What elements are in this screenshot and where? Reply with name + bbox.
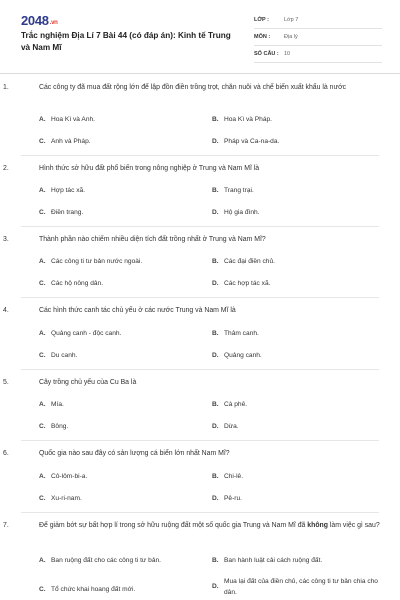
option-text: Hợp tác xã. — [51, 187, 86, 194]
question-1-option-a[interactable] — [39, 115, 95, 126]
option-letter: D. — [212, 209, 219, 216]
question-number: 1. — [3, 84, 9, 91]
option-letter: D. — [212, 280, 219, 287]
meta-info-box — [254, 12, 382, 63]
question-body: Các công ty đã mua đất rộng lớn để lập đồn điền trồng trọt, chăn nuôi và chế biến xuất khẩu là nước — [39, 84, 347, 91]
option-letter: B. — [212, 557, 219, 564]
option-text: Trang trại. — [224, 187, 254, 194]
question-body: Thành phần nào chiếm nhiều diện tích đất trồng nhất ở Trung và Nam Mĩ? — [39, 236, 266, 243]
question-body: Các hình thức canh tác chủ yếu ở các nước Trung và Nam Mĩ là — [39, 307, 236, 314]
option-letter: C. — [39, 280, 46, 287]
question-7-option-c[interactable] — [39, 585, 135, 596]
page-title: Trắc nghiệm Địa Lí 7 Bài 44 (có đáp án): Kinh tế Trung và Nam Mĩ — [21, 31, 231, 53]
question-body: Quốc gia nào sau đây có sản lượng cá biển lớn nhất Nam Mĩ? — [39, 450, 230, 457]
question-2-option-a[interactable] — [39, 186, 85, 197]
option-letter: B. — [212, 258, 219, 265]
option-letter: A. — [39, 401, 46, 408]
option-letter: C. — [39, 423, 46, 430]
option-text: Hoa Kì và Anh. — [51, 116, 95, 123]
option-letter: A. — [39, 187, 46, 194]
question-number: 2. — [3, 165, 9, 172]
option-letter: A. — [39, 557, 46, 564]
question-3-text — [3, 234, 381, 246]
question-6-text — [3, 448, 381, 460]
question-2-text — [3, 163, 381, 175]
option-text: Hoa Kì và Pháp. — [224, 116, 273, 123]
option-text: Xu-ri-nam. — [51, 495, 82, 502]
option-letter: B. — [212, 187, 219, 194]
question-1-text — [3, 82, 381, 94]
question-1-option-d[interactable] — [212, 137, 279, 148]
site-logo[interactable] — [21, 13, 58, 28]
option-letter: C. — [39, 352, 46, 359]
question-3-option-d[interactable] — [212, 279, 270, 290]
option-text: Pháp và Ca-na-da. — [224, 138, 280, 145]
option-text: Mua lại đất của điền chủ, các công ti tư bản chia cho dân. — [224, 578, 378, 596]
question-4-option-c[interactable] — [39, 351, 77, 362]
logo-suffix: .vn — [49, 20, 58, 26]
option-text: Cô-lôm-bi-a. — [51, 473, 88, 480]
question-body-start: Để giảm bớt sự bất hợp lí trong sở hữu ruộng đất một số quốc gia Trung và Nam Mĩ đã — [39, 522, 308, 529]
question-4-option-d[interactable] — [212, 351, 262, 362]
question-6-option-b[interactable] — [212, 472, 243, 483]
page-header — [0, 0, 400, 74]
meta-value: 10 — [284, 51, 291, 57]
question-6-option-c[interactable] — [39, 494, 82, 505]
option-text: Điền trang. — [51, 209, 84, 216]
option-letter: A. — [39, 330, 46, 337]
question-6-option-a[interactable] — [39, 472, 87, 483]
meta-row-question-count — [254, 46, 382, 63]
question-body: Hình thức sở hữu đất phổ biến trong nông nghiệp ở Trung và Nam Mĩ là — [39, 165, 260, 172]
option-letter: C. — [39, 138, 46, 145]
option-text: Cà phê. — [224, 401, 248, 408]
option-letter: C. — [39, 209, 46, 216]
option-letter: A. — [39, 258, 46, 265]
question-body-emphasis: không — [307, 522, 328, 529]
question-3-option-a[interactable] — [39, 257, 142, 268]
question-7-text — [3, 520, 381, 532]
question-number: 7. — [3, 522, 9, 529]
question-body-end: làm việc gì sau? — [327, 522, 380, 529]
option-text: Ban hành luật cải cách ruộng đất. — [224, 557, 323, 564]
option-text: Các công ti tư bản nước ngoài. — [51, 258, 143, 265]
question-6-option-d[interactable] — [212, 494, 242, 505]
question-divider — [21, 512, 379, 513]
option-letter: D. — [212, 352, 219, 359]
question-3-option-c[interactable] — [39, 279, 103, 290]
option-text: Ban ruộng đất cho các công ti tư bản. — [51, 557, 161, 564]
meta-label: LỚP : — [254, 17, 269, 23]
question-5-text — [3, 377, 381, 389]
question-divider — [21, 226, 379, 227]
option-text: Du canh. — [51, 352, 78, 359]
question-number: 5. — [3, 379, 9, 386]
question-number: 4. — [3, 307, 9, 314]
question-5-option-b[interactable] — [212, 400, 247, 411]
question-divider — [21, 297, 379, 298]
option-letter: D. — [212, 495, 219, 502]
question-4-option-b[interactable] — [212, 329, 259, 340]
question-2-option-c[interactable] — [39, 208, 83, 219]
meta-value[interactable]: Địa lý — [284, 34, 298, 40]
option-text: Anh và Pháp. — [51, 138, 91, 145]
question-4-option-a[interactable] — [39, 329, 121, 340]
logo-text: 2048 — [21, 13, 49, 28]
question-7-option-b[interactable] — [212, 556, 322, 567]
option-text: Các đại điền chủ. — [224, 258, 275, 265]
question-4-text — [3, 305, 381, 317]
question-5-option-c[interactable] — [39, 422, 68, 433]
option-letter: D. — [212, 583, 219, 590]
question-7-option-a[interactable] — [39, 556, 161, 567]
option-letter: C. — [39, 586, 46, 593]
question-5-option-a[interactable] — [39, 400, 64, 411]
question-divider — [21, 440, 379, 441]
question-body: Cây trồng chủ yếu của Cu Ba là — [39, 379, 137, 386]
question-3-option-b[interactable] — [212, 257, 275, 268]
option-text: Các hợp tác xã. — [224, 280, 271, 287]
question-divider — [21, 369, 379, 370]
question-2-option-d[interactable] — [212, 208, 260, 219]
option-text: Mía. — [51, 401, 64, 408]
option-text: Dừa. — [224, 423, 239, 430]
option-letter: B. — [212, 116, 219, 123]
option-text: Chi-lê. — [224, 473, 244, 480]
question-2-option-b[interactable] — [212, 186, 254, 197]
option-letter: D. — [212, 138, 219, 145]
option-text: Tổ chức khai hoang đất mới. — [51, 586, 136, 593]
option-text: Các hộ nông dân. — [51, 280, 104, 287]
option-letter: B. — [212, 473, 219, 480]
meta-row-subject — [254, 29, 382, 46]
option-text: Quảng canh. — [224, 352, 262, 359]
meta-label: SỐ CÂU : — [254, 51, 279, 57]
question-number: 3. — [3, 236, 9, 243]
option-letter: D. — [212, 423, 219, 430]
option-letter: B. — [212, 330, 219, 337]
option-text: Bông. — [51, 423, 69, 430]
meta-row-class — [254, 12, 382, 29]
meta-label: MÔN : — [254, 34, 271, 40]
question-number: 6. — [3, 450, 9, 457]
option-letter: A. — [39, 116, 46, 123]
option-text: Quảng canh - độc canh. — [51, 330, 122, 337]
option-letter: A. — [39, 473, 46, 480]
question-1-option-b[interactable] — [212, 115, 272, 126]
option-text: Hộ gia đình. — [224, 209, 260, 216]
question-1-option-c[interactable] — [39, 137, 91, 148]
option-letter: B. — [212, 401, 219, 408]
meta-value[interactable]: Lớp 7 — [284, 17, 299, 23]
question-5-option-d[interactable] — [212, 422, 239, 433]
option-text: Thâm canh. — [224, 330, 259, 337]
option-text: Pê-ru. — [224, 495, 242, 502]
question-divider — [21, 155, 379, 156]
option-letter: C. — [39, 495, 46, 502]
question-7-option-d[interactable] — [212, 577, 382, 598]
